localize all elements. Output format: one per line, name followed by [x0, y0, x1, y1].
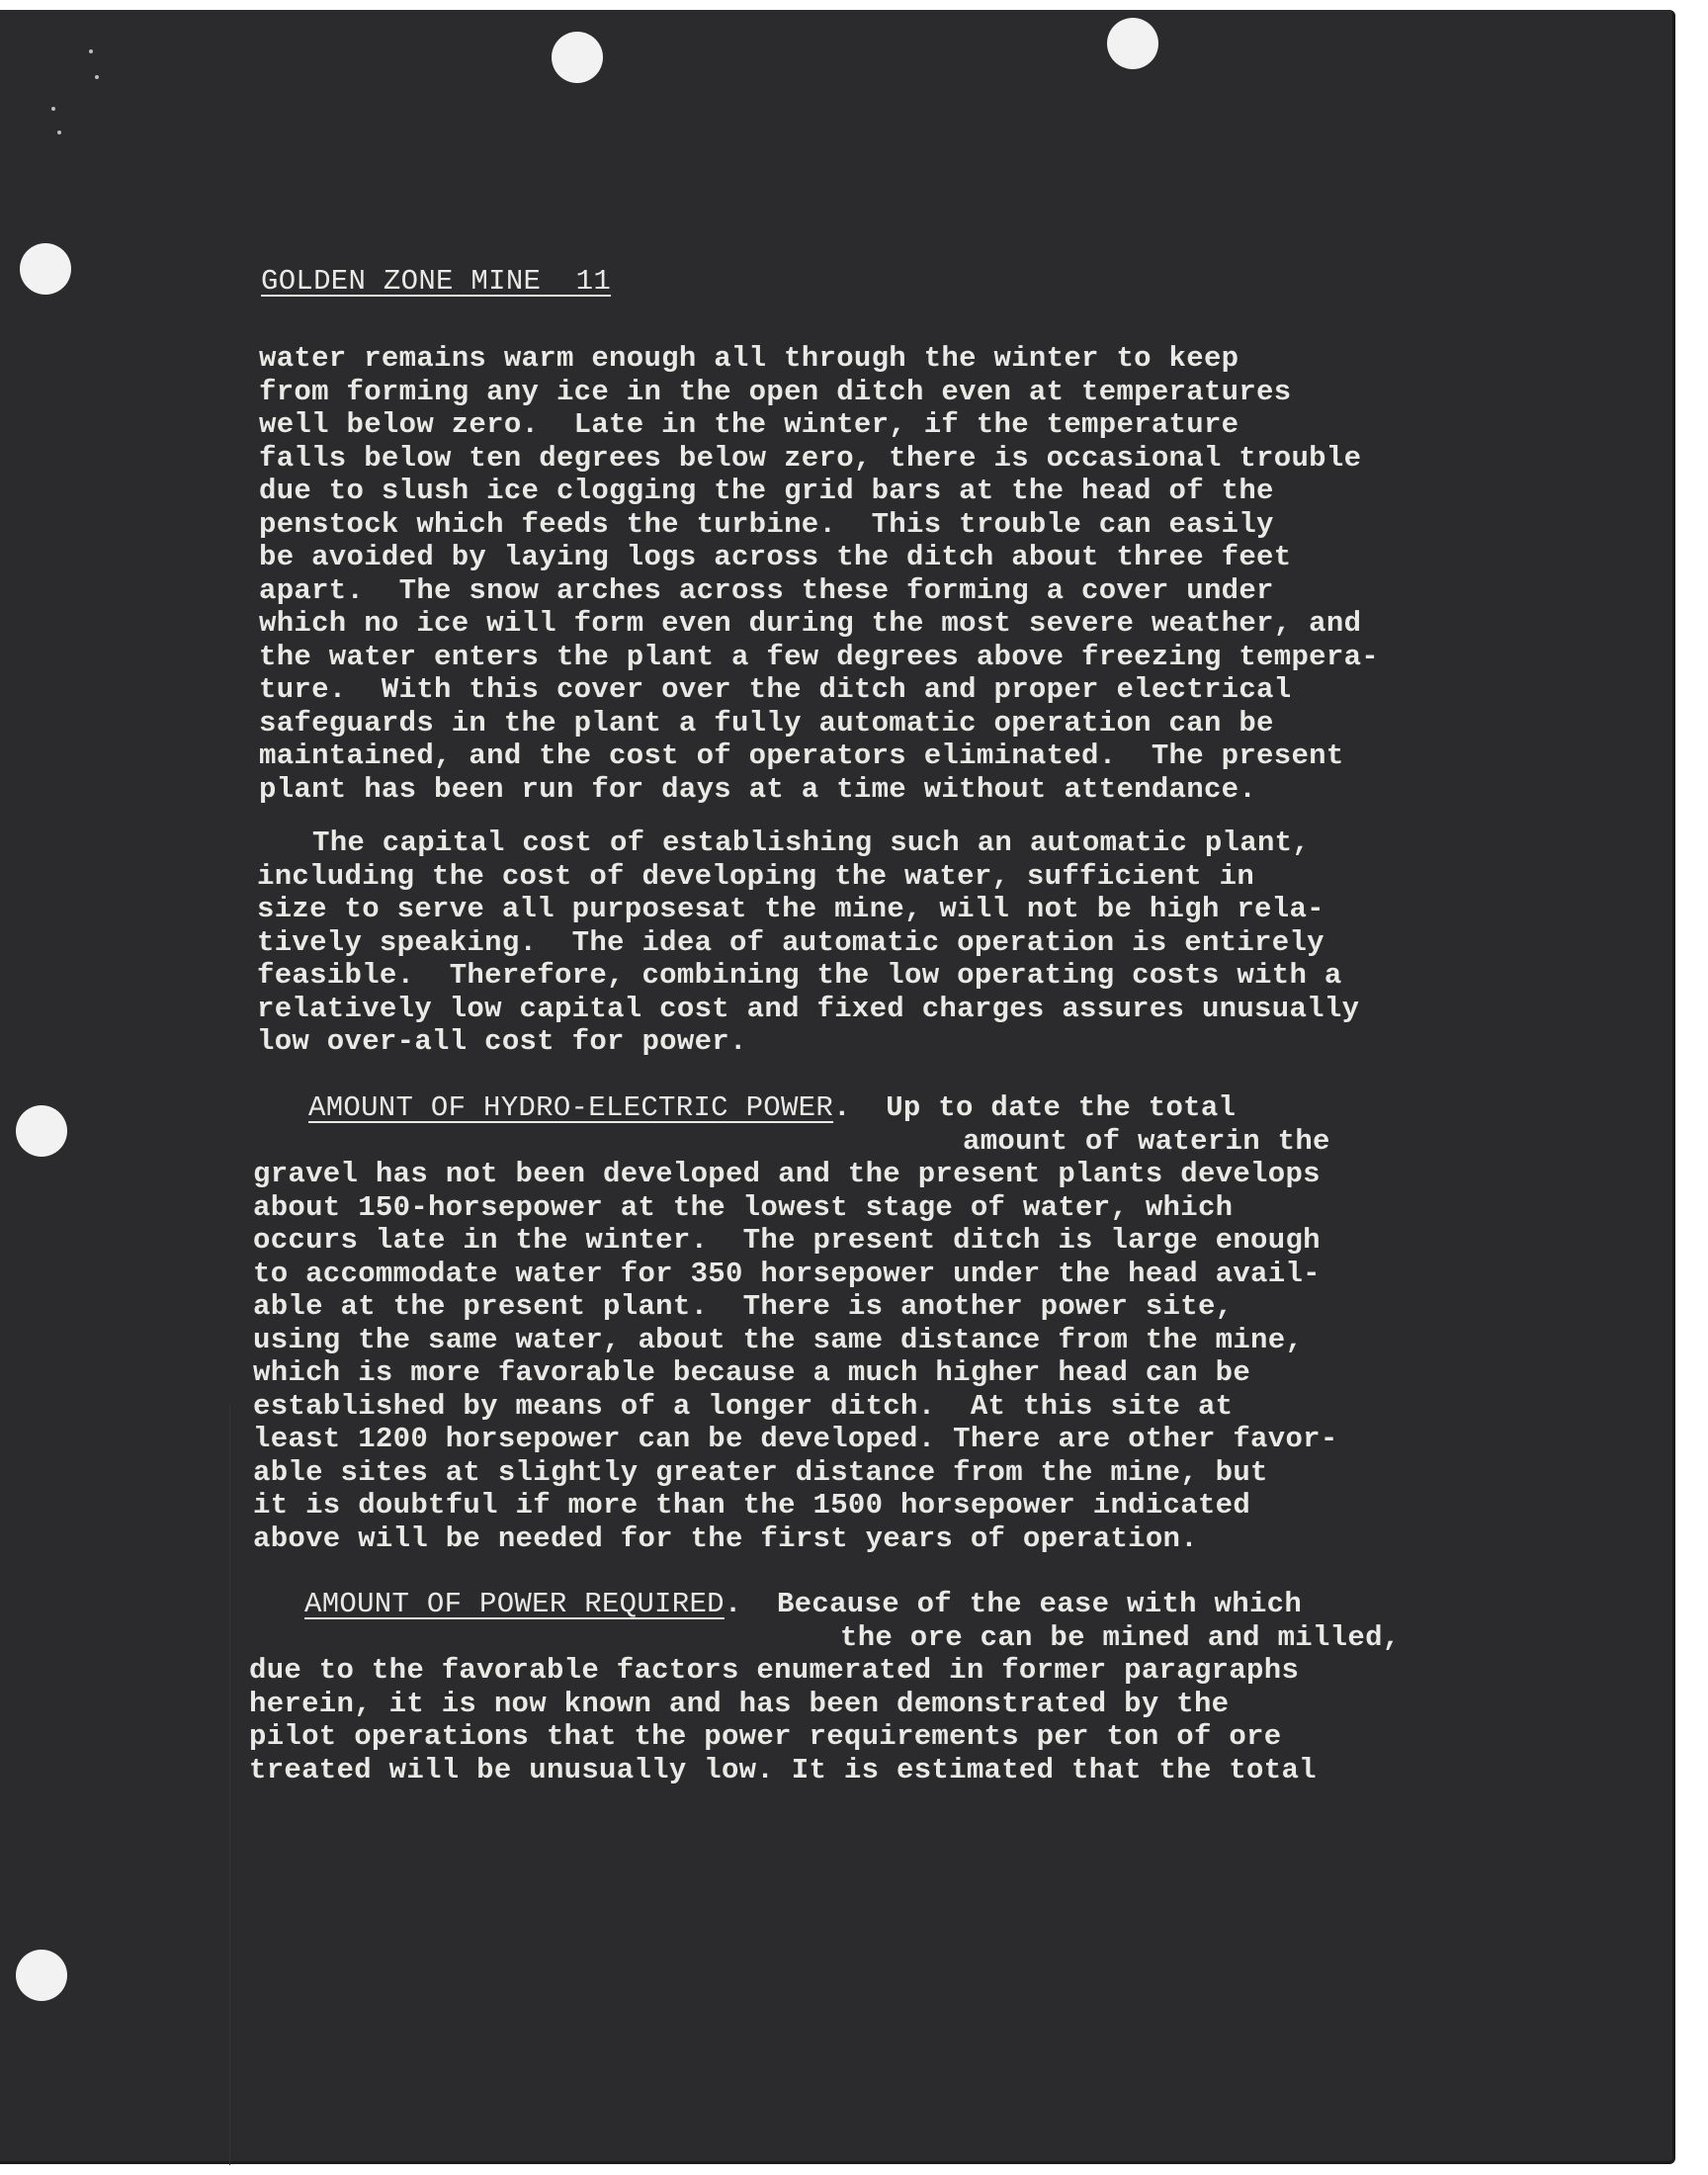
page-header: GOLDEN ZONE MINE 11 [261, 265, 612, 298]
text-line: water remains warm enough all through the winter to keep [259, 342, 1239, 375]
text-line: be avoided by laying logs across the ditch about three feet [259, 541, 1292, 573]
text-line: size to serve all purposesat the mine, will not be high rela- [257, 893, 1324, 925]
text-line: due to the favorable factors enumerated in former paragraphs [249, 1654, 1300, 1687]
dust-speck [51, 107, 55, 111]
text-line: to accommodate water for 350 horsepower under the head avail- [253, 1257, 1321, 1290]
text-line: tively speaking. The idea of automatic operation is entirely [257, 925, 1324, 959]
text-line: using the same water, about the same distance from the mine, [253, 1323, 1304, 1356]
text-line: which no ice will form even during the most severe weather, and [259, 607, 1362, 640]
paragraph-power-plant-winter [259, 342, 1379, 806]
punch-hole-left-upper [20, 243, 71, 295]
dust-speck [89, 49, 93, 53]
section-lead-text: . Up to date the total [833, 1091, 1237, 1124]
text-line: above will be needed for the first years of operation. [253, 1522, 1198, 1555]
punch-hole-left-lower [16, 1950, 67, 2001]
text-line: about 150-horsepower at the lowest stage of water, which [253, 1190, 1234, 1224]
text-line: maintained, and the cost of operators eliminated. The present [259, 740, 1344, 772]
text-line: ture. With this cover over the ditch and proper electrical [259, 673, 1292, 706]
dust-speck [57, 130, 61, 134]
text-line: it is doubtful if more than the 1500 horsepower indicated [253, 1489, 1251, 1522]
punch-hole-left-middle [16, 1105, 67, 1157]
section-heading: AMOUNT OF POWER REQUIRED [304, 1588, 725, 1620]
text-line: feasible. Therefore, combining the low operating costs with a [257, 959, 1342, 992]
text-line: the water enters the plant a few degrees above freezing tempera- [259, 640, 1379, 673]
text-line: pilot operations that the power requirements per ton of ore [249, 1720, 1282, 1753]
section-heading: AMOUNT OF HYDRO-ELECTRIC POWER [308, 1091, 834, 1124]
text-line: gravel has not been developed and the present plants develops [253, 1158, 1321, 1190]
text-line: which is more favorable because a much higher head can be [253, 1356, 1251, 1389]
text-line: established by means of a longer ditch. At this site at [253, 1389, 1234, 1423]
text-line: The capital cost of establishing such an automatic plant, [312, 826, 1311, 859]
text-line: penstock which feeds the turbine. This trouble can easily [259, 507, 1274, 541]
section-heading-line [249, 1588, 1401, 1621]
text-line: apart. The snow arches across these forming a cover under [259, 573, 1274, 607]
text-line: well below zero. Late in the winter, if the temperature [259, 408, 1239, 441]
typewritten-sheet [0, 10, 1675, 2164]
text-line: least 1200 horsepower can be developed. There are other favor- [253, 1423, 1338, 1455]
punch-hole-top-left [552, 32, 603, 83]
text-line: due to slush ice clogging the grid bars at the head of the [259, 475, 1274, 507]
section-lead-text: . Because of the ease with which [724, 1588, 1303, 1620]
text-line: able at the present plant. There is another power site, [253, 1290, 1234, 1323]
dust-speck [95, 75, 99, 79]
text-line: plant has been run for days at a time without attendance. [259, 772, 1257, 806]
text-line: low over-all cost for power. [257, 1025, 747, 1058]
paragraph-hydro-electric-power [253, 1091, 1338, 1555]
page-crease [229, 1404, 230, 2165]
paragraph-power-required [249, 1588, 1401, 1786]
paragraph-capital-cost [257, 826, 1359, 1059]
text-line: from forming any ice in the open ditch even at temperatures [259, 375, 1292, 408]
text-line: safeguards in the plant a fully automatic operation can be [259, 706, 1274, 740]
text-line: including the cost of developing the water, sufficient in [257, 859, 1255, 893]
text-line: herein, it is now known and has been demonstrated by the [249, 1687, 1230, 1720]
text-line: falls below ten degrees below zero, there is occasional trouble [259, 441, 1362, 475]
text-line: amount of waterin the [963, 1124, 1330, 1158]
text-line: treated will be unusually low. It is estimated that the total [249, 1753, 1317, 1786]
text-line: able sites at slightly greater distance from the mine, but [253, 1455, 1268, 1489]
text-line: the ore can be mined and milled, [840, 1620, 1401, 1654]
section-heading-line [253, 1091, 1338, 1125]
text-line: relatively low capital cost and fixed charges assures unusually [257, 992, 1360, 1025]
text-line: occurs late in the winter. The present ditch is large enough [253, 1224, 1321, 1257]
punch-hole-top-right [1107, 18, 1158, 69]
